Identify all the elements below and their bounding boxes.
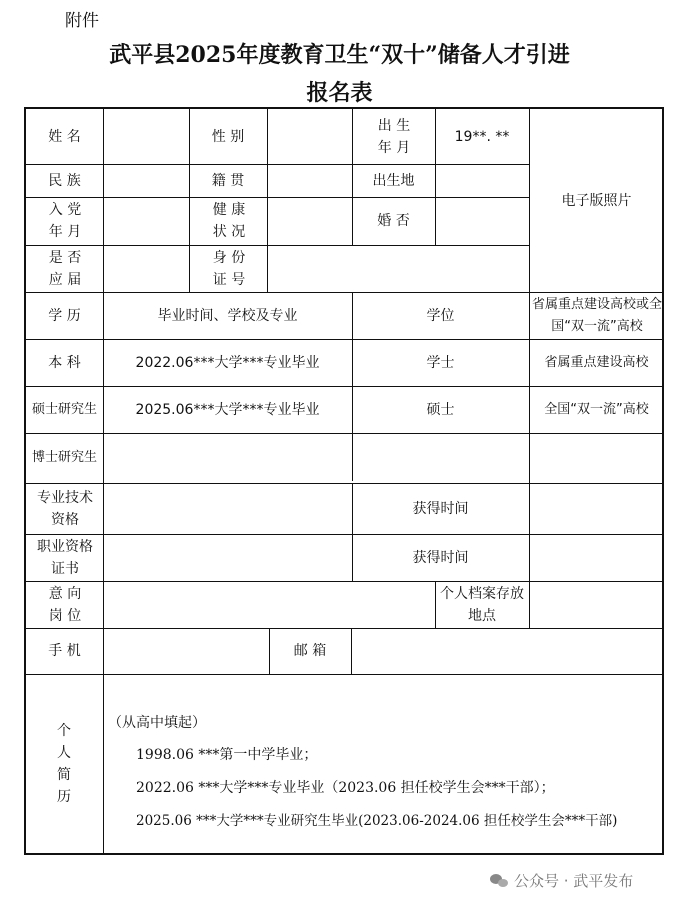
master-label: 硕士研究生: [31, 401, 97, 417]
bachelor-label: 本 科: [48, 354, 81, 371]
resume-line: 2022.06 ***大学***专业毕业（2023.06 担任校学生会***干部）；: [136, 780, 555, 796]
phd-school-type[interactable]: [529, 433, 664, 483]
wechat-icon: [490, 874, 508, 888]
tech-time-field[interactable]: [529, 483, 664, 534]
archive-field[interactable]: [529, 581, 664, 628]
attachment-label: 附件: [65, 11, 99, 31]
email-field[interactable]: [351, 628, 664, 674]
school-type-header: 省属重点建设高校或全国“双一流”高校: [532, 296, 663, 334]
fresh-grad-field[interactable]: [103, 245, 189, 292]
bachelor-school-type[interactable]: 省属重点建设高校: [544, 354, 649, 370]
id-field[interactable]: [267, 245, 529, 292]
native-label: 籍 贯: [211, 172, 245, 189]
health-field[interactable]: [267, 197, 352, 245]
position-label: 意 向 岗 位: [48, 585, 82, 624]
email-label: 邮 箱: [293, 643, 327, 659]
position-field[interactable]: [103, 581, 435, 628]
tech-field[interactable]: [103, 483, 352, 534]
grad-info-header: 毕业时间、学校及专业: [157, 307, 298, 324]
phd-info[interactable]: [103, 433, 352, 483]
phd-degree[interactable]: [352, 433, 529, 483]
watermark: [490, 870, 633, 891]
birthplace-field[interactable]: [435, 164, 529, 197]
resume-intro: （从高中填起）: [108, 715, 206, 731]
ethnicity-label: 民 族: [48, 172, 81, 189]
archive-label: 个人档案存放地点: [440, 585, 524, 624]
fresh-grad-label: 是 否 应 届: [48, 249, 82, 288]
ethnicity-field[interactable]: [103, 164, 189, 197]
master-info[interactable]: 2025.06***大学***专业毕业: [135, 401, 320, 418]
education-label: 学 历: [48, 307, 81, 324]
degree-header: 学位: [426, 307, 455, 324]
watermark-text: 公众号 · 武平发布: [514, 872, 634, 890]
bachelor-info[interactable]: 2022.06***大学***专业毕业: [135, 354, 320, 371]
cert-time-field[interactable]: [529, 534, 664, 581]
resume-label: 个 人 简 历: [57, 723, 71, 805]
gender-label: 性 别: [211, 128, 245, 145]
cert-label: 职业资格证书: [37, 538, 93, 577]
phone-field[interactable]: [103, 628, 269, 674]
master-school-type[interactable]: 全国“双一流”高校: [544, 401, 649, 417]
cert-time-label: 获得时间: [412, 549, 469, 566]
gender-field[interactable]: [267, 109, 352, 164]
photo-placeholder[interactable]: 电子版照片: [561, 192, 632, 209]
form-subtitle: 报名表: [306, 80, 373, 106]
id-label: 身 份 证 号: [212, 249, 246, 288]
birth-label: 出 生 年 月: [377, 117, 411, 156]
registration-form: [24, 107, 664, 855]
tech-time-label: 获得时间: [412, 500, 469, 517]
marital-label: 婚 否: [377, 213, 410, 229]
master-degree[interactable]: 硕士: [426, 401, 455, 418]
health-label: 健 康 状 况: [212, 202, 246, 240]
party-field[interactable]: [103, 197, 189, 245]
resume-content[interactable]: [108, 711, 617, 833]
phd-label: 博士研究生: [31, 450, 97, 465]
form-title: 武平县2025年度教育卫生“双十”储备人才引进: [109, 42, 570, 68]
tech-label: 专业技术资格: [37, 489, 93, 528]
resume-line: 2025.06 ***大学***专业研究生毕业(2023.06-2024.06 担任校学生会***干部): [136, 813, 618, 829]
cert-field[interactable]: [103, 534, 352, 581]
birthplace-label: 出生地: [372, 172, 415, 189]
birth-value[interactable]: 19**. **: [454, 128, 510, 145]
resume-line: 1998.06 ***第一中学毕业；: [136, 747, 318, 763]
party-label: 入 党 年 月: [48, 202, 82, 240]
name-field[interactable]: [103, 109, 189, 164]
name-label: 姓 名: [48, 128, 81, 145]
native-field[interactable]: [267, 164, 352, 197]
bachelor-degree[interactable]: 学士: [426, 354, 455, 371]
marital-field[interactable]: [435, 197, 529, 245]
phone-label: 手 机: [48, 643, 81, 659]
